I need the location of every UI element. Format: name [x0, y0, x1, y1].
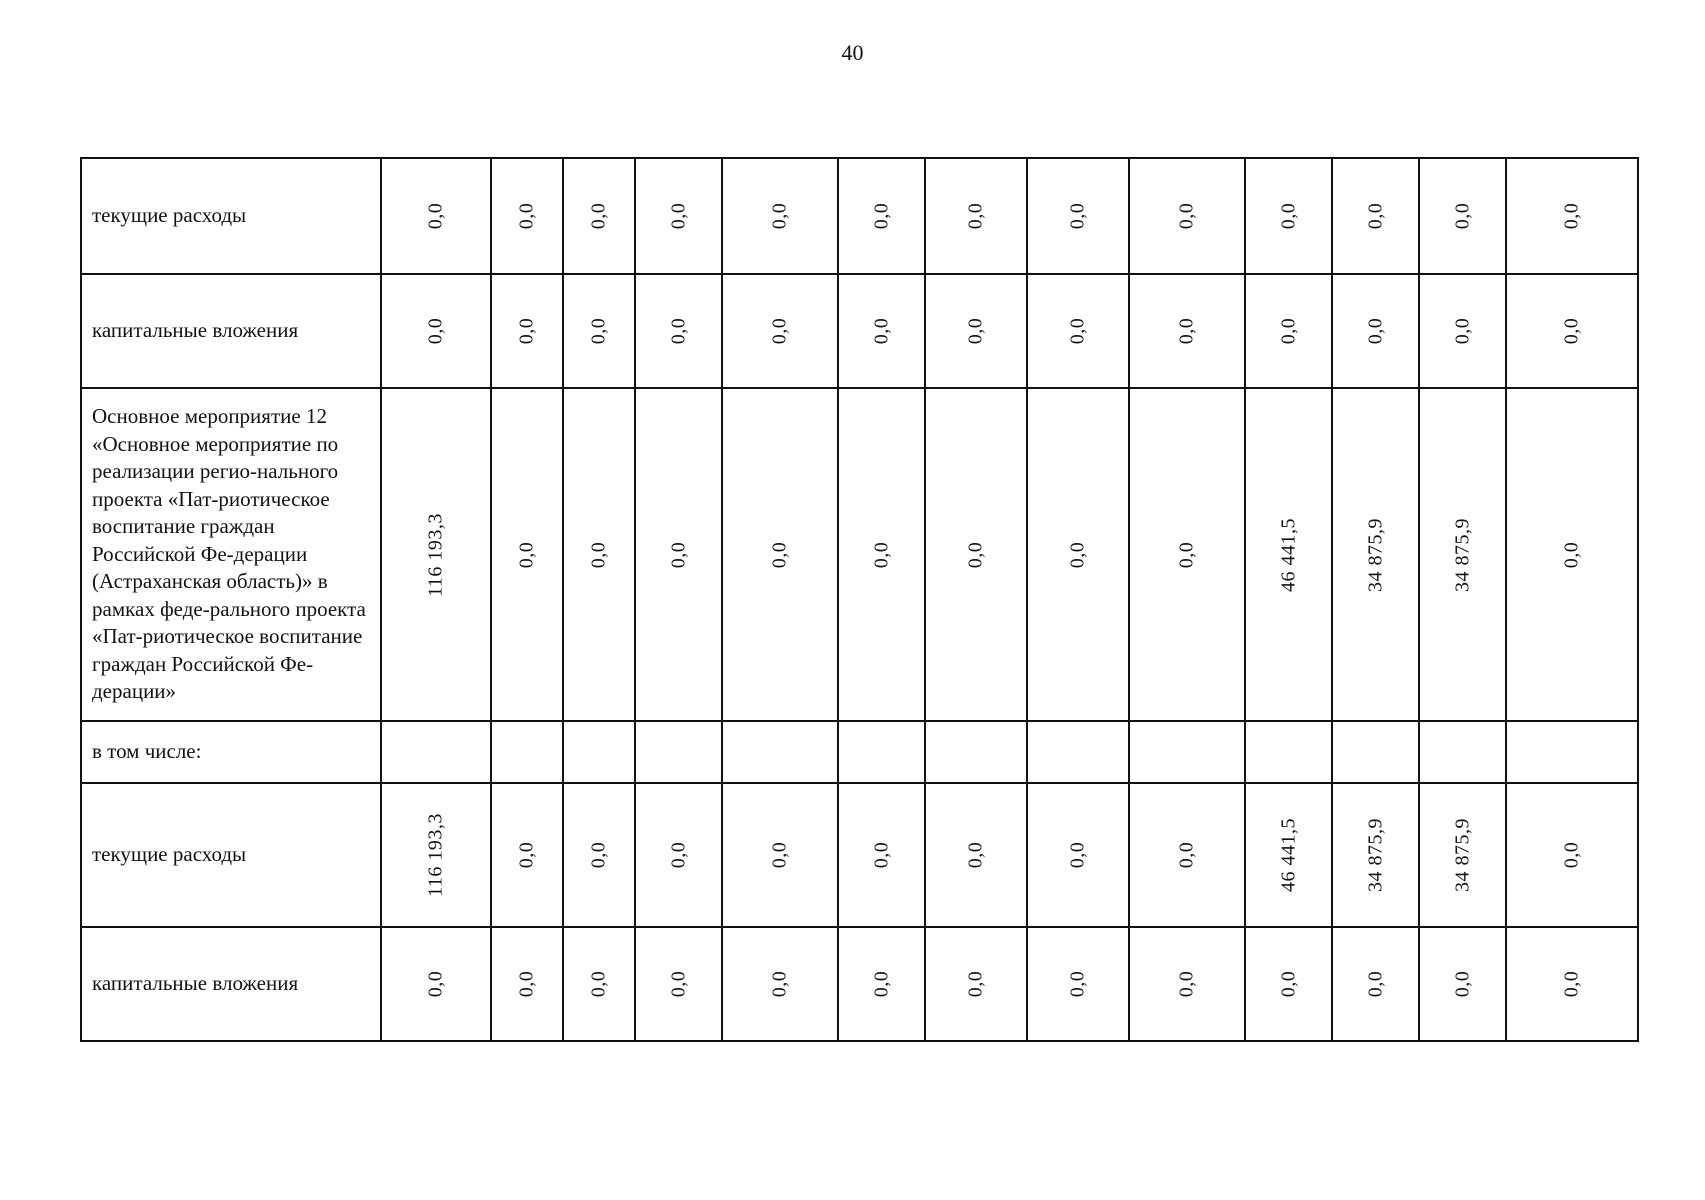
value-cell [1027, 927, 1129, 1041]
value-cell [1245, 927, 1332, 1041]
value-cell [1332, 927, 1419, 1041]
cell-value: 0,0 [515, 202, 538, 230]
value-cell [1419, 721, 1506, 783]
value-cell [1419, 927, 1506, 1041]
cell-value: 0,0 [587, 970, 610, 998]
cell-value: 0,0 [870, 841, 892, 869]
value-cell [838, 388, 925, 721]
value-cell [1506, 158, 1638, 274]
value-cell [491, 158, 563, 274]
value-cell [1332, 388, 1419, 721]
value-cell [1129, 388, 1245, 721]
value-cell [1419, 388, 1506, 721]
value-cell [722, 927, 838, 1041]
value-cell [722, 721, 838, 783]
value-cell [925, 721, 1027, 783]
value-cell [1245, 783, 1332, 927]
cell-value: 0,0 [768, 970, 791, 998]
cell-value: 0,0 [1277, 202, 1299, 230]
cell-value: 0,0 [667, 541, 689, 568]
value-cell [1245, 274, 1332, 388]
cell-value: 0,0 [964, 970, 987, 998]
cell-value: 0,0 [587, 541, 610, 568]
cell-value: 0,0 [515, 541, 538, 568]
cell-value: 0,0 [1066, 841, 1089, 869]
cell-value: 0,0 [667, 202, 689, 230]
cell-value: 46 441,5 [1277, 517, 1299, 592]
value-cell [838, 274, 925, 388]
row-label: текущие расходы [81, 158, 381, 274]
cell-value: 0,0 [667, 317, 689, 345]
table-row [81, 783, 1638, 927]
cell-value: 34 875,9 [1364, 818, 1386, 892]
value-cell [635, 388, 722, 721]
cell-value: 0,0 [1175, 317, 1198, 345]
cell-value: 0,0 [768, 541, 791, 568]
value-cell [925, 158, 1027, 274]
cell-value: 0,0 [1451, 317, 1473, 345]
value-cell [722, 783, 838, 927]
value-cell [381, 927, 491, 1041]
cell-value: 0,0 [1451, 202, 1473, 230]
cell-value: 0,0 [667, 970, 689, 998]
value-cell [381, 274, 491, 388]
value-cell [722, 158, 838, 274]
value-cell [1245, 388, 1332, 721]
value-cell [635, 274, 722, 388]
value-cell [563, 274, 635, 388]
value-cell [491, 274, 563, 388]
value-cell [838, 158, 925, 274]
value-cell [1419, 783, 1506, 927]
value-cell [1129, 721, 1245, 783]
value-cell [1332, 783, 1419, 927]
cell-value: 0,0 [964, 317, 987, 345]
row-label: капитальные вложения [81, 274, 381, 388]
cell-value: 0,0 [1175, 541, 1198, 568]
cell-value: 0,0 [1066, 202, 1089, 230]
cell-value: 0,0 [1066, 317, 1089, 345]
value-cell [838, 721, 925, 783]
cell-value: 0,0 [1560, 841, 1583, 869]
cell-value: 0,0 [768, 317, 791, 345]
cell-value: 0,0 [667, 841, 689, 869]
value-cell [1027, 783, 1129, 927]
value-cell [1129, 783, 1245, 927]
value-cell [491, 783, 563, 927]
value-cell [1506, 388, 1638, 721]
cell-value: 0,0 [1560, 541, 1583, 568]
value-cell [838, 783, 925, 927]
value-cell [635, 158, 722, 274]
cell-value: 46 441,5 [1277, 818, 1299, 892]
row-label: текущие расходы [81, 783, 381, 927]
value-cell [1129, 927, 1245, 1041]
table-row [81, 388, 1638, 721]
cell-value: 0,0 [424, 970, 447, 998]
row-label: капитальные вложения [81, 927, 381, 1041]
value-cell [491, 388, 563, 721]
value-cell [1506, 274, 1638, 388]
table-row [81, 274, 1638, 388]
value-cell [491, 927, 563, 1041]
value-cell [1245, 721, 1332, 783]
cell-value: 0,0 [964, 541, 987, 568]
cell-value: 0,0 [424, 202, 447, 230]
value-cell [635, 721, 722, 783]
cell-value: 116 193,3 [424, 512, 447, 597]
cell-value: 0,0 [1066, 970, 1089, 998]
cell-value: 0,0 [587, 317, 610, 345]
budget-table [80, 157, 1639, 1042]
value-cell [381, 783, 491, 927]
cell-value: 0,0 [1175, 841, 1198, 869]
value-cell [563, 388, 635, 721]
value-cell [1332, 721, 1419, 783]
cell-value: 34 875,9 [1364, 517, 1386, 592]
value-cell [563, 927, 635, 1041]
cell-value: 34 875,9 [1451, 818, 1473, 892]
cell-value: 0,0 [1560, 317, 1583, 345]
value-cell [563, 721, 635, 783]
value-cell [563, 158, 635, 274]
cell-value: 0,0 [1560, 202, 1583, 230]
cell-value: 0,0 [1364, 970, 1386, 998]
cell-value: 0,0 [1277, 317, 1299, 345]
table-row [81, 158, 1638, 274]
cell-value: 0,0 [1364, 317, 1386, 345]
value-cell [1027, 388, 1129, 721]
page-number: 40 [841, 40, 864, 65]
cell-value: 0,0 [515, 970, 538, 998]
value-cell [1129, 274, 1245, 388]
cell-value: 0,0 [870, 317, 892, 345]
value-cell [1332, 274, 1419, 388]
value-cell [635, 927, 722, 1041]
cell-value: 0,0 [768, 841, 791, 869]
cell-value: 0,0 [964, 841, 987, 869]
value-cell [491, 721, 563, 783]
cell-value: 0,0 [870, 970, 892, 998]
value-cell [1027, 721, 1129, 783]
cell-value: 0,0 [1066, 541, 1089, 568]
cell-value: 116 193,3 [424, 813, 447, 897]
value-cell [1245, 158, 1332, 274]
value-cell [563, 783, 635, 927]
value-cell [722, 274, 838, 388]
value-cell [635, 783, 722, 927]
table-row [81, 721, 1638, 783]
value-cell [925, 274, 1027, 388]
cell-value: 0,0 [1277, 970, 1299, 998]
value-cell [381, 388, 491, 721]
value-cell [381, 721, 491, 783]
value-cell [1027, 158, 1129, 274]
cell-value: 0,0 [1451, 970, 1473, 998]
value-cell [1332, 158, 1419, 274]
cell-value: 0,0 [515, 841, 538, 869]
cell-value: 0,0 [1364, 202, 1386, 230]
value-cell [1129, 158, 1245, 274]
cell-value: 0,0 [1175, 202, 1198, 230]
cell-value: 0,0 [1560, 970, 1583, 998]
value-cell [722, 388, 838, 721]
cell-value: 34 875,9 [1451, 517, 1473, 592]
cell-value: 0,0 [587, 841, 610, 869]
value-cell [838, 927, 925, 1041]
value-cell [381, 158, 491, 274]
cell-value: 0,0 [964, 202, 987, 230]
value-cell [1506, 927, 1638, 1041]
value-cell [1506, 721, 1638, 783]
value-cell [1027, 274, 1129, 388]
cell-value: 0,0 [870, 541, 892, 568]
value-cell [1419, 274, 1506, 388]
cell-value: 0,0 [515, 317, 538, 345]
value-cell [1419, 158, 1506, 274]
table-row [81, 927, 1638, 1041]
cell-value: 0,0 [870, 202, 892, 230]
value-cell [925, 783, 1027, 927]
row-label: Основное мероприятие 12 «Основное мероприятие по реализации регио-нального проекта «Пат-риотическое воспитание граждан Российской Фе-дерации (Астраханская область)» в рамках феде-рального проекта «Пат-риотическое воспитание граждан Российской Фе-дерации» [81, 388, 381, 721]
cell-value: 0,0 [424, 317, 447, 345]
cell-value: 0,0 [587, 202, 610, 230]
cell-value: 0,0 [1175, 970, 1198, 998]
value-cell [925, 927, 1027, 1041]
cell-value: 0,0 [768, 202, 791, 230]
value-cell [925, 388, 1027, 721]
value-cell [1506, 783, 1638, 927]
row-label: в том числе: [81, 721, 381, 783]
